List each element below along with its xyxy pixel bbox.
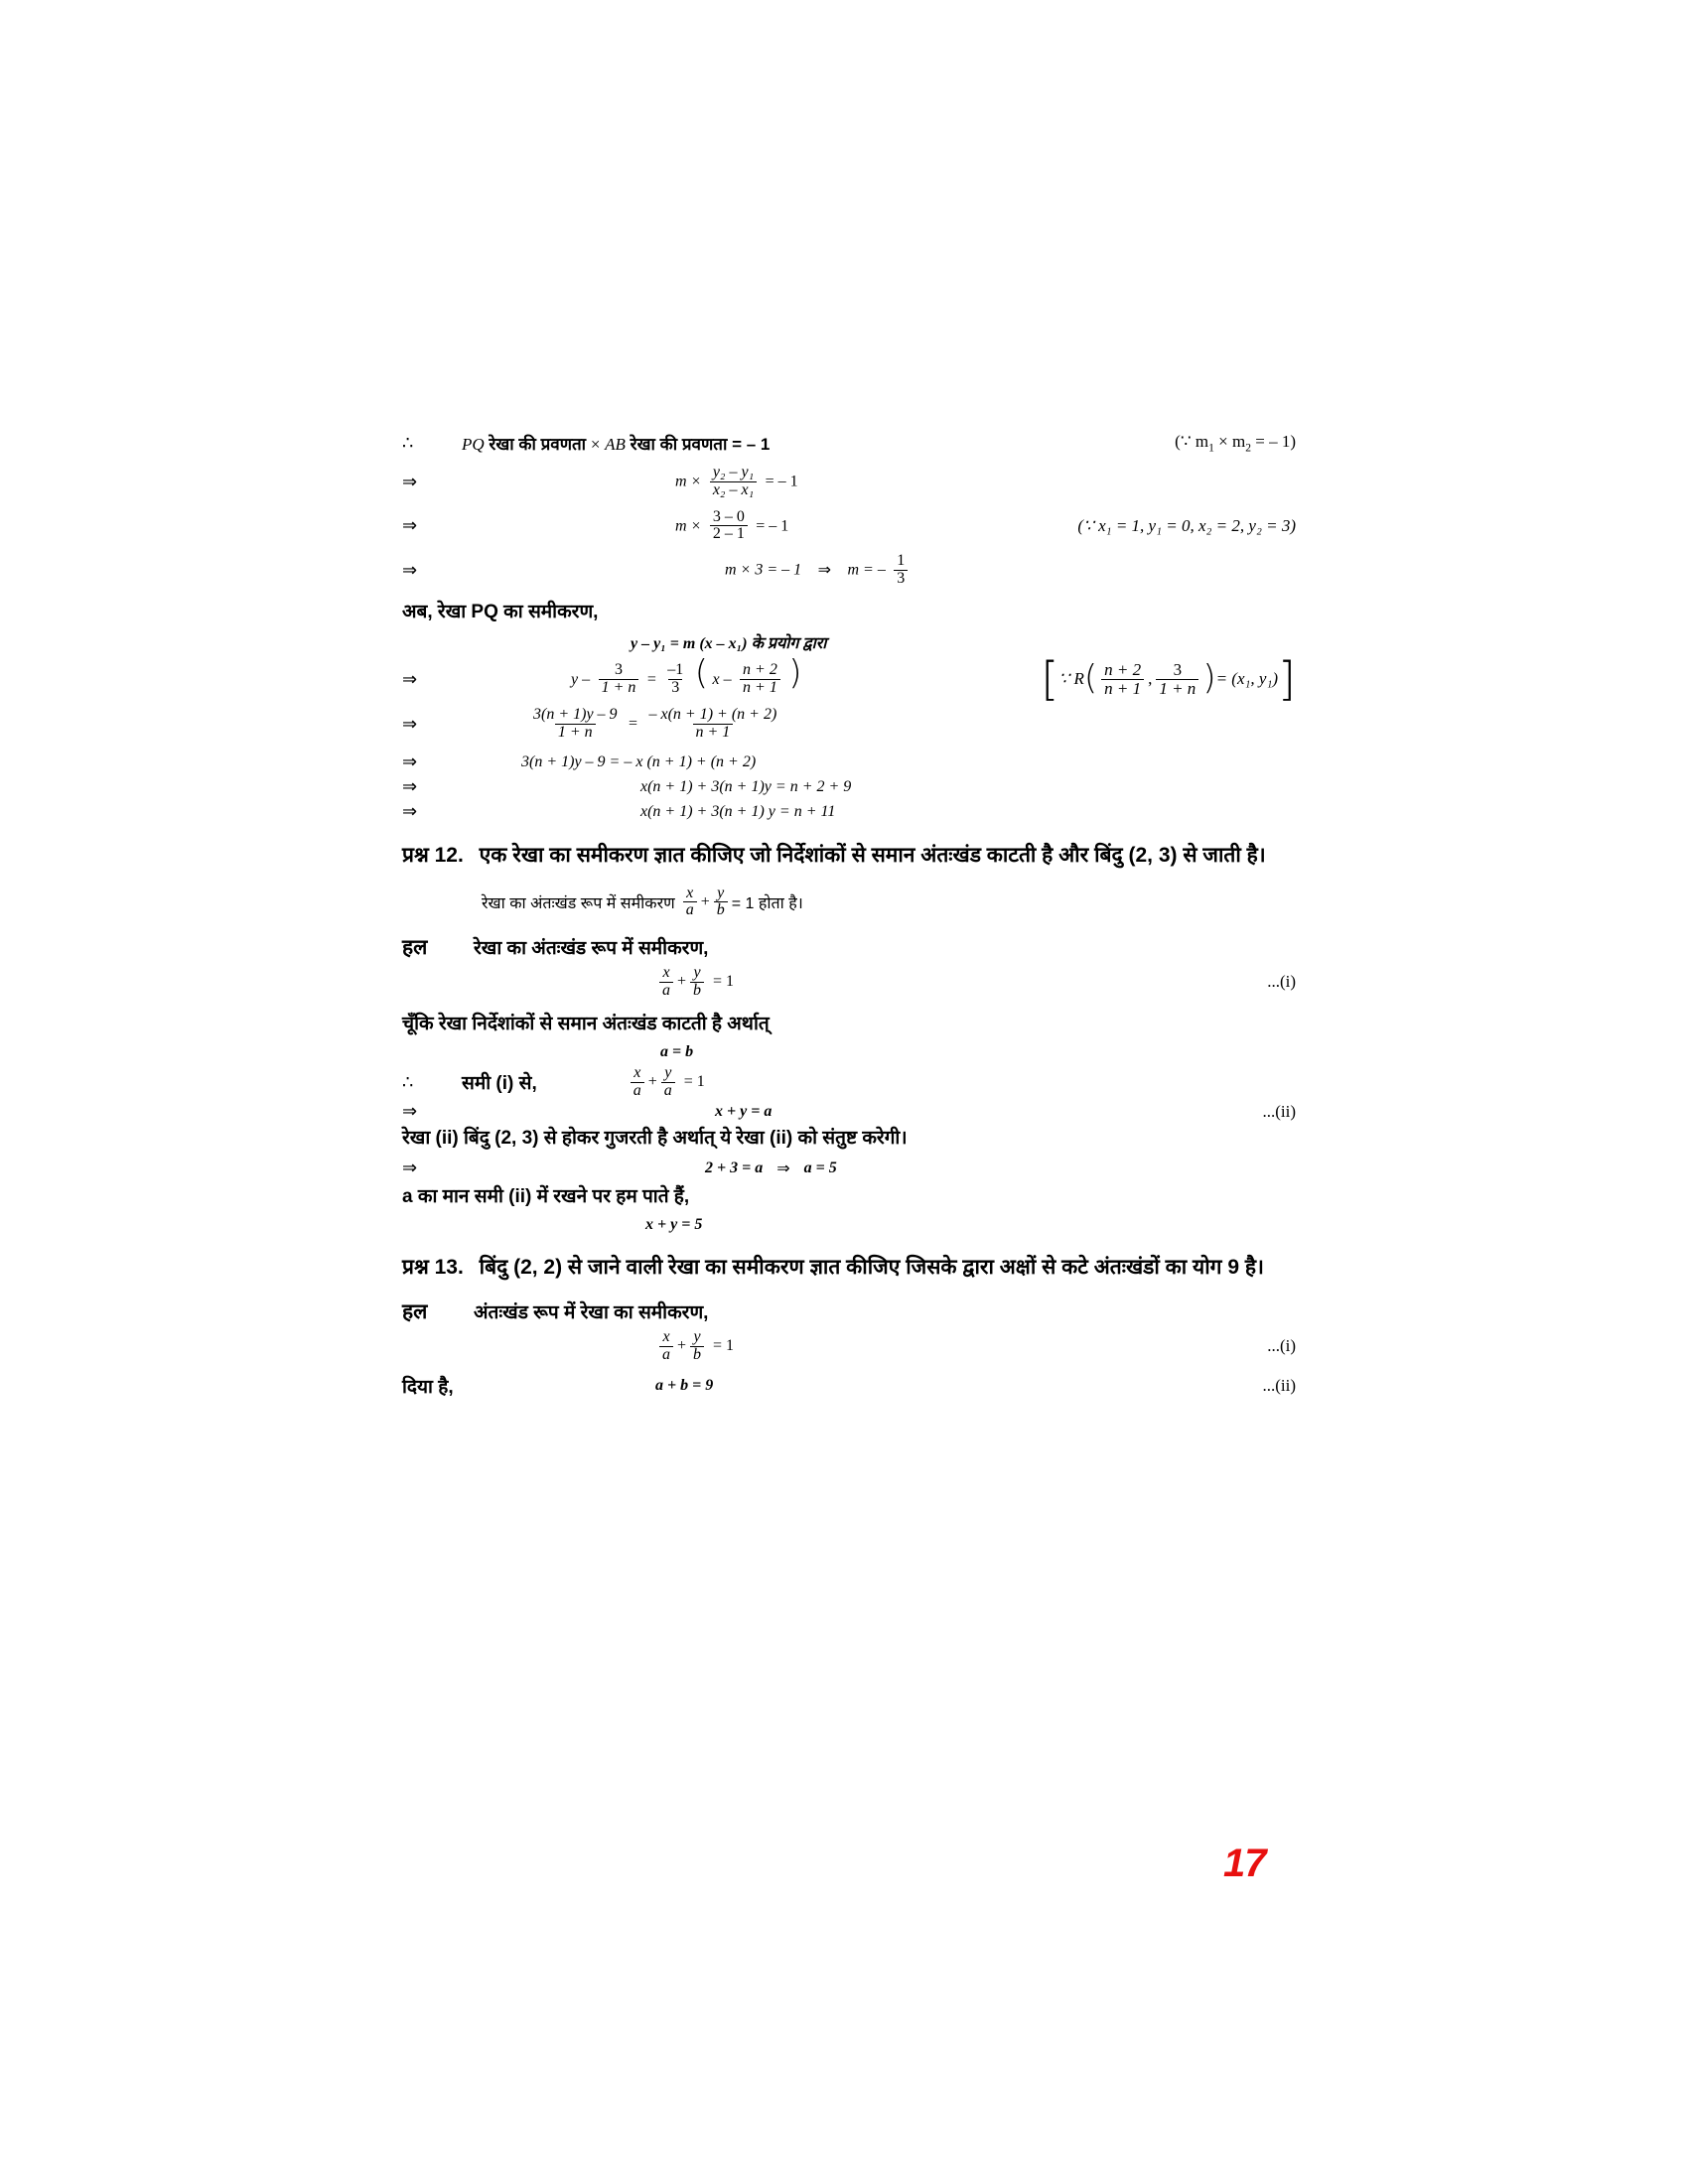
a-plus-b-equals-9: a + b = 9: [655, 1377, 714, 1395]
implies-arrow: ⇒: [402, 1158, 418, 1179]
question-12-line-4: रेखा (ii) बिंदु (2, 3) से होकर गुजरती है अर्थात् ये रेखा (ii) को संतुष्ट करेगी।: [402, 1128, 908, 1150]
fraction-numerator: –1: [667, 661, 684, 679]
pq-slope-text: रेखा की प्रवणता: [489, 435, 587, 454]
fraction-denominator: x₂ – x₁: [710, 481, 757, 499]
proof-line-2: [402, 465, 1296, 499]
fraction-numerator: y: [664, 1063, 672, 1081]
ab-slope-text: रेखा की प्रवणता = – 1: [630, 435, 771, 454]
fraction-numerator: 3 – 0: [712, 507, 745, 525]
lhs-fraction: [530, 707, 621, 742]
fraction-numerator: n + 2: [743, 661, 777, 679]
implies-arrow: ⇒: [402, 801, 418, 823]
note-end: = – 1): [1251, 432, 1296, 452]
n-plus-2-over-n-plus-1: [740, 662, 780, 697]
proof-line-1-note: [1175, 432, 1296, 454]
coordinates-note: (∵ x₁ = 1, y₁ = 0, x₂ = 2, y₂ = 3): [1077, 515, 1296, 535]
paren-open: (: [694, 652, 709, 693]
m-term: m ×: [675, 473, 702, 490]
y-minus: y –: [571, 670, 591, 688]
therefore-symbol: ∴: [402, 433, 414, 454]
fraction-numerator: x: [633, 1063, 641, 1081]
plus-sign: +: [677, 973, 687, 991]
fraction-numerator: 3(n + 1)y – 9: [533, 706, 618, 724]
x-minus: x –: [712, 670, 732, 688]
m-value: m = –: [847, 561, 886, 579]
page-number: 17: [1223, 1842, 1266, 1885]
note-open: (∵ m: [1175, 432, 1209, 452]
note-fraction-1: [1101, 661, 1144, 698]
question-12-eq-6: [402, 1216, 1296, 1234]
fraction-x-a: [659, 965, 673, 1000]
implies-arrow: ⇒: [402, 515, 418, 537]
equation-tag-i: ...(i): [1267, 1336, 1296, 1356]
equation-tag-ii: ...(ii): [1262, 1376, 1296, 1396]
question-12-line-2: चूँकि रेखा निर्देशांकों से समान अंतःखंड काटती है अर्थात्: [402, 1013, 770, 1034]
question-13-block: [402, 1252, 1296, 1399]
fraction-y-a: [661, 1065, 675, 1100]
implies-arrow: ⇒: [402, 714, 418, 736]
because-r: ∵ R: [1058, 669, 1084, 689]
fraction-numerator: 1: [897, 552, 906, 570]
solution-line-1: रेखा का अंतःखंड रूप में समीकरण,: [474, 938, 709, 960]
question-12-eq-5: [402, 1158, 1296, 1178]
question-12-hint: [402, 886, 1296, 920]
fraction-y-b: [690, 965, 704, 1000]
a-equals-5: a = 5: [803, 1159, 837, 1176]
x-plus-y-equals-a: x + y = a: [715, 1102, 773, 1120]
solution-line-1: अंतःखंड रूप में रेखा का समीकरण,: [474, 1301, 709, 1323]
plus-sign: +: [647, 1073, 657, 1091]
equals-sign: =: [629, 716, 638, 733]
fraction-numerator: 3: [614, 661, 623, 679]
question-12-block: [402, 840, 1296, 1234]
paren-close: ): [788, 652, 802, 693]
fraction-denominator: b: [714, 901, 728, 919]
paren-close: ): [1202, 658, 1216, 699]
given-label: दिया है,: [402, 1377, 454, 1399]
fraction-denominator: a: [661, 1082, 675, 1100]
implies-arrow: ⇒: [402, 471, 418, 492]
question-12-label: प्रश्न 12.: [402, 844, 464, 868]
note-sub-2: 2: [1245, 441, 1251, 455]
fraction-x-a: [659, 1329, 673, 1364]
question-13-given: [402, 1373, 1296, 1399]
note-mid: × m: [1213, 432, 1246, 452]
question-12-eq-1: [402, 965, 1296, 1000]
equation-tag-ii: ...(ii): [1262, 1101, 1296, 1121]
pq-label: PQ: [462, 435, 485, 454]
bracket-close: ]: [1278, 652, 1296, 707]
therefore-symbol: ∴: [402, 1071, 414, 1093]
final-equation: x(n + 1) + 3(n + 1) y = n + 11: [640, 802, 836, 820]
equals-minus-one: = – 1: [756, 517, 789, 535]
paren-open: (: [1083, 658, 1098, 699]
note-fraction-2: [1156, 661, 1198, 698]
final-answer-12: x + y = 5: [645, 1216, 703, 1234]
fraction-numerator: y: [717, 884, 725, 901]
proof-line-1: [402, 432, 1296, 455]
fraction-numerator: y: [693, 1327, 701, 1345]
fraction-denominator: a: [631, 1082, 644, 1100]
question-13-text: बिंदु (2, 2) से जाने वाली रेखा का समीकरण ज्ञात कीजिए जिसके द्वारा अक्षों से कटे अंतःखंडों का योग 9 है।: [479, 1256, 1264, 1280]
fraction-numerator: x: [686, 884, 694, 901]
plus-sign: +: [700, 892, 710, 910]
proof-line-3: [402, 509, 1296, 544]
fraction-numerator: y₂ – y₁: [712, 464, 755, 480]
from-equation-i-text: समी (i) से,: [462, 1073, 537, 1095]
proof-line-11: [402, 801, 1296, 822]
times-symbol: ×: [590, 435, 601, 454]
fraction-denominator: 1 + n: [599, 679, 639, 697]
solution-label: हल: [402, 1299, 428, 1323]
fraction-numerator: 3: [1173, 659, 1183, 679]
one-third-fraction: [894, 553, 908, 588]
fraction-denominator: 2 – 1: [710, 525, 748, 543]
fraction-denominator: 3: [894, 570, 908, 588]
implies-arrow: ⇒: [402, 751, 418, 773]
fraction-denominator: n + 1: [693, 724, 734, 742]
fraction-denominator: a: [659, 982, 673, 1000]
fraction-denominator: n + 1: [1101, 679, 1144, 698]
question-13-eq-1: [402, 1329, 1296, 1364]
equals-one: = 1: [683, 1073, 705, 1091]
hint-suffix: = 1 होता है।: [731, 894, 803, 912]
fraction-x-a: [631, 1065, 644, 1100]
question-12-solution-intro: [402, 933, 1296, 961]
point-slope-form: y – y₁ = m (x – x₁) के प्रयोग द्वारा: [631, 634, 827, 652]
question-13-label: प्रश्न 13.: [402, 1256, 464, 1280]
substitute-point: 2 + 3 = a: [705, 1159, 764, 1176]
fraction-denominator: a: [659, 1346, 673, 1364]
proof-line-10: [402, 776, 1296, 797]
fraction-denominator: b: [690, 1346, 704, 1364]
fraction-denominator: a: [683, 901, 697, 919]
comma: ,: [1148, 669, 1153, 689]
hint-prefix: रेखा का अंतःखंड रूप में समीकरण: [482, 894, 675, 912]
m-term: m ×: [675, 517, 702, 535]
rhs-fraction: [646, 707, 780, 742]
fraction-numerator: n + 2: [1104, 659, 1142, 679]
fraction-numerator: x: [662, 1327, 670, 1345]
equals-minus-one: = – 1: [765, 473, 798, 490]
equals-x1-y1: = (x₁, y₁): [1215, 669, 1279, 689]
note-sub-1: 1: [1208, 441, 1214, 455]
pq-equation-intro: अब, रेखा PQ का समीकरण,: [402, 601, 599, 622]
proof-block: [402, 432, 1296, 822]
equals-one: = 1: [713, 1337, 735, 1355]
proof-line-4: [402, 553, 1296, 588]
question-12-eq-4: [402, 1101, 1296, 1122]
question-12-text: एक रेखा का समीकरण ज्ञात कीजिए जो निर्देशांकों से समान अंतःखंड काटती है और बिंदु (2, 3) से जाती है।: [479, 844, 1266, 868]
proof-line-8: [402, 707, 1296, 742]
point-r-note: [1041, 652, 1296, 707]
fraction-numerator: – x(n + 1) + (n + 2): [648, 706, 777, 724]
minus-one-third: [664, 662, 686, 697]
fraction-denominator: 1 + n: [555, 724, 596, 742]
equals-one: = 1: [713, 973, 735, 991]
a-equals-b: a = b: [660, 1042, 694, 1060]
fraction-denominator: b: [690, 982, 704, 1000]
fraction-y-b: [690, 1329, 704, 1364]
numeric-fraction: [710, 509, 748, 544]
slope-fraction: [710, 465, 757, 499]
m-times-three: m × 3 = – 1: [725, 561, 802, 579]
implies-arrow: ⇒: [402, 1101, 418, 1123]
equation-tag-i: ...(i): [1267, 972, 1296, 992]
question-13-solution-intro: [402, 1297, 1296, 1325]
hint-fraction-x-a: [683, 886, 697, 920]
fraction-denominator: 3: [668, 679, 682, 697]
solution-label: हल: [402, 936, 428, 960]
question-12-heading: [402, 840, 1296, 872]
implies-arrow: ⇒: [402, 559, 418, 581]
question-12-line-3: [402, 1065, 1296, 1100]
implies-arrow: ⇒: [402, 776, 418, 798]
fraction-denominator: n + 1: [740, 679, 780, 697]
fraction-numerator: y: [693, 964, 701, 982]
implies-arrow-inline: ⇒: [776, 1160, 790, 1177]
question-13-heading: [402, 1252, 1296, 1284]
proof-line-7: [402, 652, 1296, 707]
implies-arrow: ⇒: [402, 668, 418, 690]
hint-fraction-y-b: [714, 886, 728, 920]
fraction-numerator: x: [662, 964, 670, 982]
bracket-open: [: [1041, 652, 1059, 707]
fraction-denominator: 1 + n: [1156, 679, 1198, 698]
expanded-equation: 3(n + 1)y – 9 = – x (n + 1) + (n + 2): [521, 752, 757, 770]
page-content: [402, 432, 1296, 1409]
proof-line-9: [402, 751, 1296, 772]
question-12-eq-2: [402, 1043, 1296, 1061]
question-12-line-5: a का मान समी (ii) में रखने पर हम पाते हैं,: [402, 1186, 690, 1208]
ab-label: AB: [605, 435, 626, 454]
implies-arrow-inline: ⇒: [817, 561, 832, 579]
rearranged-equation: x(n + 1) + 3(n + 1)y = n + 2 + 9: [640, 777, 852, 795]
three-over-one-plus-n: [599, 662, 639, 697]
equals-sign: =: [646, 670, 656, 688]
plus-sign: +: [677, 1337, 687, 1355]
